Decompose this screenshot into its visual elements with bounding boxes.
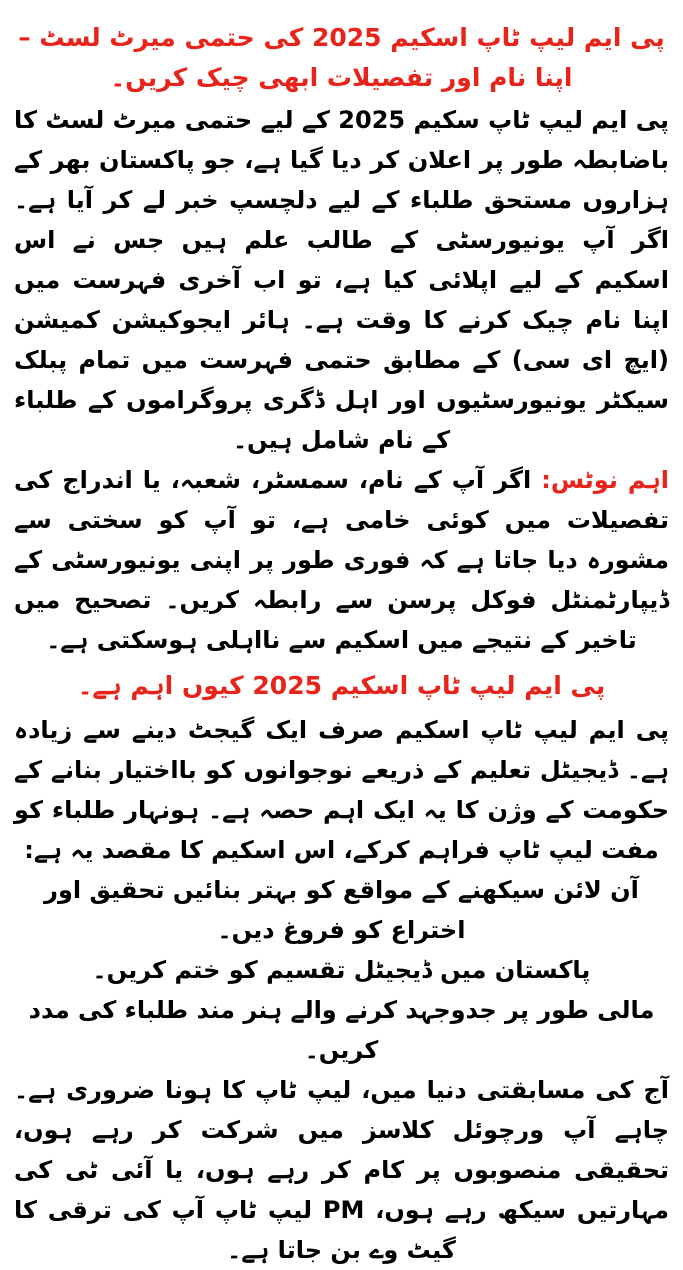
aim-item: آن لائن سیکھنے کے مواقع کو بہتر بنائیں تحقیق اور اختراع کو فروغ دیں۔ [44, 876, 639, 944]
section-heading: پی ایم لیپ ٹاپ اسکیم 2025 کیوں اہم ہے۔ [77, 671, 606, 700]
important-note-label: اہم نوٹس: [541, 466, 669, 494]
aim-item: مالی طور پر جدوجہد کرنے والے ہنر مند طلباء کی مدد کریں۔ [28, 996, 655, 1064]
article [14, 14, 669, 1264]
aim-item: پاکستان میں ڈیجیٹل تقسیم کو ختم کریں۔ [92, 956, 591, 984]
important-note-text: اگر آپ کے نام، سمسٹر، شعبہ، یا اندراج کی تفصیلات میں کوئی خامی ہے، تو آپ کو سختی سے مشورہ دیا جاتا ہے کہ فوری طور پر اپنی یونیورسٹی کے ڈیپارٹمنٹل فوکل پرسن سے رابطہ کریں۔ تصحیح میں تاخیر کے نتیجے میں اسکیم سے نااہلی ہوسکتی ہے۔ [14, 466, 669, 654]
intro-paragraph: پی ایم لیپ ٹاپ سکیم 2025 کے لیے حتمی میرٹ لسٹ کا باضابطہ طور پر اعلان کر دیا گیا ہے، جو پاکستان بھر کے ہزاروں مستحق طلباء کے لیے دلچسپ خبر لے کر آیا ہے۔ اگر آپ یونیورسٹی کے طالب علم ہیں جس نے اس اسکیم کے لیے اپلائی کیا ہے، تو اب آخری فہرست میں اپنا نام چیک کرنے کا وقت ہے۔ ہائر ایجوکیشن کمیشن (ایچ ای سی) کے مطابق حتمی فہرست میں تمام پبلک سیکٹر یونیورسٹیوں اور اہل ڈگری پروگراموں کے طلباء کے نام شامل ہیں۔ [14, 106, 669, 454]
important-note [14, 460, 669, 660]
closing-paragraph: آج کی مسابقتی دنیا میں، لیپ ٹاپ کا ہونا ضروری ہے۔ چاہے آپ ورچوئل کلاسز میں شرکت کر رہے ہوں، تحقیقی منصوبوں پر کام کر رہے ہوں، یا آئی ٹی کی مہارتیں سیکھ رہے ہوں، PM لیپ ٹاپ آپ کی ترقی کا گیٹ وے بن جاتا ہے۔ [14, 1076, 669, 1264]
article-title: پی ایم لیپ ٹاپ اسکیم 2025 کی حتمی میرٹ لسٹ – اپنا نام اور تفصیلات ابھی چیک کریں۔ [18, 23, 665, 92]
importance-paragraph: پی ایم لیپ ٹاپ اسکیم صرف ایک گیجٹ دینے سے زیادہ ہے۔ ڈیجیٹل تعلیم کے ذریعے نوجوانوں کو بااختیار بنانے کے حکومت کے وژن کا یہ ایک اہم حصہ ہے۔ ہونہار طلباء کو مفت لیپ ٹاپ فراہم کرکے، اس اسکیم کا مقصد یہ ہے: [14, 716, 669, 864]
